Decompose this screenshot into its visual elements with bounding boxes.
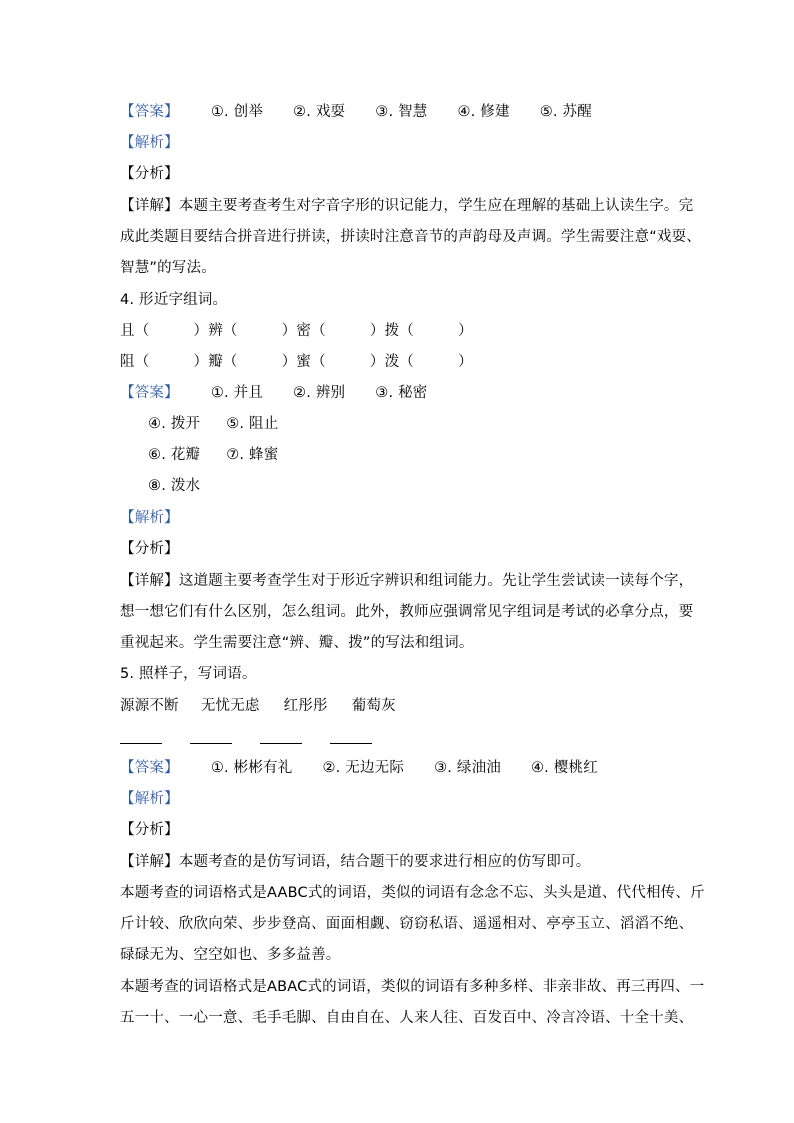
q4-answer-line-4 xyxy=(148,476,200,496)
q4-answer-1: ①. 并且 xyxy=(210,385,264,401)
q4-answer-7: ⑦. 蜂蜜 xyxy=(226,447,279,463)
q3-detail-text-1: 本题主要考查考生对字音字形的识记能力，学生应在理解的基础上认读生字。完 xyxy=(178,198,694,214)
answer-tag: 【答案】 xyxy=(120,760,179,776)
q4-detail-line-1 xyxy=(120,571,693,591)
xiangjie-tag: 【详解】 xyxy=(120,573,179,589)
q5-example-2: 无忧无虑 xyxy=(200,698,260,714)
q4-answer-line-3 xyxy=(148,445,278,465)
q4-row2-item-3: 蜜（ ） xyxy=(296,354,385,370)
q4-answer-line-2 xyxy=(148,414,278,434)
q4-answer-3: ③. 秘密 xyxy=(375,385,428,401)
q5-fenxi-tag: 【分析】 xyxy=(120,822,179,838)
q4-detail-line-3: 重视起来。学生需要注意“辨、瓣、拨”的写法和组词。 xyxy=(120,635,474,651)
q4-row-1 xyxy=(120,321,473,341)
q3-detail-line-3: 智慧”的写法。 xyxy=(120,260,216,276)
q5-detail-line xyxy=(120,852,590,872)
q5-answer-3: ③. 绿油油 xyxy=(434,760,501,776)
q5-answer-line xyxy=(120,758,598,778)
q4-fenxi-tag: 【分析】 xyxy=(120,541,179,557)
q3-answer-3: ③. 智慧 xyxy=(375,104,428,120)
q5-jiexi-tag: 【解析】 xyxy=(120,791,179,807)
q4-row1-item-4: 拨（ ） xyxy=(384,323,473,339)
q4-answer-8: ⑧. 泼水 xyxy=(148,478,201,494)
q4-row2-item-1: 阻（ ） xyxy=(120,354,209,370)
q3-jiexi-tag: 【解析】 xyxy=(120,135,179,151)
q5-blank-1 xyxy=(120,743,162,744)
q5-examples xyxy=(120,696,396,716)
q5-detail-text: 本题考查的是仿写词语，结合题干的要求进行相应的仿写即可。 xyxy=(178,854,591,870)
q5-para2-line-1: 本题考查的词语格式是ABAC式的词语，类似的词语有多种多样、非亲非故、再三再四、一 xyxy=(120,979,705,995)
q4-row1-item-3: 密（ ） xyxy=(296,323,385,339)
q3-answer-1: ①. 创举 xyxy=(210,104,264,120)
q5-example-4: 葡萄灰 xyxy=(351,698,396,714)
q3-detail-line-2: 成此类题目要结合拼音进行拼读，拼读时注意音节的声韵母及声调。学生需要注意“戏耍、 xyxy=(120,229,702,245)
q4-row2-item-2: 瓣（ ） xyxy=(208,354,297,370)
q5-blank-3 xyxy=(260,743,302,744)
q5-example-3: 红彤彤 xyxy=(283,698,328,714)
q4-detail-line-2: 想一想它们有什么区别，怎么组词。此外，教师应强调常见字组词是考试的必拿分点，要 xyxy=(120,604,694,620)
q5-para1-line-2: 斤计较、欣欣向荣、步步登高、面面相觑、窃窃私语、遥遥相对、亭亭玉立、滔滔不绝、 xyxy=(120,916,694,932)
q5-answer-4: ④. 樱桃红 xyxy=(530,760,598,776)
answer-tag: 【答案】 xyxy=(120,104,179,120)
q5-title: 5. 照样子，写词语。 xyxy=(120,666,257,682)
xiangjie-tag: 【详解】 xyxy=(120,854,179,870)
q3-answer-4: ④. 修建 xyxy=(457,104,510,120)
q4-answer-6: ⑥. 花瓣 xyxy=(148,447,201,463)
q4-answer-4: ④. 拨开 xyxy=(148,416,201,432)
q4-answer-2: ②. 辨别 xyxy=(293,385,346,401)
answer-tag: 【答案】 xyxy=(120,385,179,401)
xiangjie-tag: 【详解】 xyxy=(120,198,179,214)
q3-answer-5: ⑤. 苏醒 xyxy=(539,104,592,120)
q4-row1-item-1: 且（ ） xyxy=(120,323,209,339)
q4-detail-text-1: 这道题主要考查学生对于形近字辨识和组词能力。先让学生尝试读一读每个字， xyxy=(178,573,694,589)
q5-blank-2 xyxy=(190,743,232,744)
q5-answer-1: ①. 彬彬有礼 xyxy=(210,760,293,776)
q5-example-1: 源源不断 xyxy=(120,698,179,714)
q5-para1-line-3: 碌碌无为、空空如也、多多益善。 xyxy=(120,947,341,963)
q5-para1-line-1: 本题考查的词语格式是AABC式的词语，类似的词语有念念不忘、头头是道、代代相传、斤 xyxy=(120,885,705,901)
q5-answer-2: ②. 无边无际 xyxy=(322,760,405,776)
q5-blank-4 xyxy=(330,743,372,744)
q4-row1-item-2: 辨（ ） xyxy=(208,323,297,339)
q3-detail-line-1 xyxy=(120,196,693,216)
q4-title: 4. 形近字组词。 xyxy=(120,292,228,308)
q3-fenxi-tag: 【分析】 xyxy=(120,166,179,182)
q4-row2-item-4: 泼（ ） xyxy=(384,354,473,370)
q3-answer-2: ②. 戏耍 xyxy=(293,104,346,120)
q4-answer-5: ⑤. 阻止 xyxy=(226,416,279,432)
q4-row-2 xyxy=(120,352,473,372)
q4-answer-line-1 xyxy=(120,383,427,403)
q3-answer-line xyxy=(120,102,592,122)
q4-jiexi-tag: 【解析】 xyxy=(120,510,179,526)
q5-para2-line-2: 五一十、一心一意、毛手毛脚、自由自在、人来人往、百发百中、冷言冷语、十全十美、 xyxy=(120,1010,694,1026)
